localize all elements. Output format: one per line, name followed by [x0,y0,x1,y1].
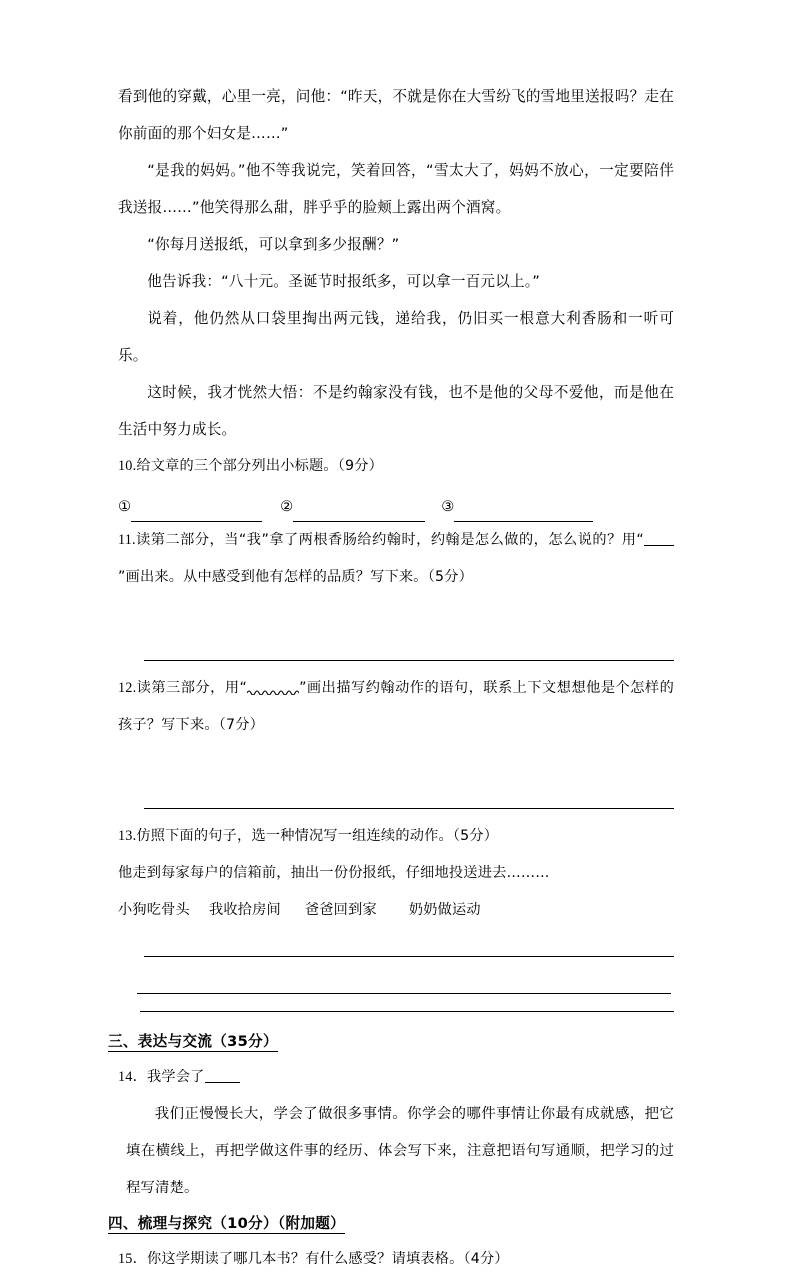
underline-mark-icon [644,532,674,546]
question-13-answer-line-1[interactable] [118,929,674,966]
question-10-number: 10. [118,458,137,474]
marker-circled-2: ② [280,498,294,515]
question-10-blank-2[interactable] [280,492,425,522]
section-separator-rule [118,1003,674,1025]
option-4[interactable]: 奶奶做运动 [408,902,481,918]
question-12-answer-space [118,744,674,781]
question-11 [118,522,674,670]
section-heading-4 [108,1207,674,1241]
section-heading-3-label: 三、表达与交流（35分） [108,1033,278,1050]
question-11-text-after: ”画出来。从中感受到他有怎样的品质？写下来。（5分） [118,569,473,585]
passage-paragraph-3: “你每月送报纸，可以拿到多少报酬？” [147,236,400,253]
question-14 [118,1059,674,1207]
marker-circled-1: ① [118,498,132,515]
question-13-example: 他走到每家每户的信箱前，抽出一份份报纸，仔细地投送进去……… [118,865,550,881]
question-11-number: 11. [118,532,136,548]
answer-rule-1[interactable] [131,496,262,522]
question-14-title-blank[interactable] [205,1068,240,1083]
question-15 [118,1241,674,1278]
question-10-text: 给文章的三个部分列出小标题。（9分） [136,458,384,474]
question-11-answer-line[interactable] [118,633,674,670]
question-15-number: 15． [118,1251,147,1267]
question-12-prompt [118,670,674,744]
marker-circled-3: ③ [441,498,455,515]
question-10 [118,448,674,522]
question-12-text-before: 读第三部分，用“ [136,680,248,696]
question-12-number: 12. [118,680,137,696]
passage-paragraph-5: 说着，他仍然从口袋里掏出两元钱，递给我，仍旧买一根意大利香肠和一听可乐。 [118,310,674,364]
section-heading-3 [108,1025,674,1059]
question-10-blank-row [118,485,674,522]
question-14-prompt [118,1059,674,1096]
reading-passage [118,78,674,448]
wavy-underline-mark-icon [247,681,299,695]
question-12-answer-line[interactable] [118,781,674,818]
question-13-options [118,892,674,929]
passage-paragraph-4: 他告诉我：“八十元。圣诞节时报纸多，可以拿一百元以上。” [147,273,541,290]
question-13-number: 13. [118,828,137,844]
section-heading-4-label: 四、梳理与探究（10分）（附加题） [108,1215,346,1232]
question-13-prompt [118,818,674,855]
option-2[interactable]: 我收拾房间 [208,902,281,918]
question-13-text: 仿照下面的句子，选一种情况写一组连续的动作。（5分） [136,828,499,844]
option-3[interactable]: 爸爸回到家 [304,902,377,918]
question-11-text-before: 读第二部分，当“我”拿了两根香肠给约翰时，约翰是怎么做的，怎么说的？用“ [135,532,644,548]
option-1[interactable]: 小狗吃骨头 [118,902,190,918]
question-10-blank-3[interactable] [441,492,593,522]
question-10-blank-1[interactable] [118,492,262,522]
passage-paragraph-1: 看到他的穿戴，心里一亮，问他：“昨天，不就是你在大雪纷飞的雪地里送报吗？走在你前面的那个妇女是……” [118,88,674,142]
question-11-answer-space [118,596,674,633]
answer-rule-3[interactable] [454,496,593,522]
page-content [108,78,674,1278]
question-13 [118,818,674,1003]
question-12 [118,670,674,818]
question-12-text-after: ”画出描写约翰动作的语句，联系上下文想想他是个怎样的孩子？写下来。（7分） [118,680,674,733]
question-14-body: 我们正慢慢长大，学会了做很多事情。你学会的哪件事情让你最有成就感，把它填在横线上，再把学做这件事的经历、体会写下来，注意把语句写通顺，把学习的过程写清楚。 [126,1106,674,1196]
question-14-number: 14． [118,1069,147,1085]
passage-paragraph-6: 这时候，我才恍然大悟：不是约翰家没有钱，也不是他的父母不爱他，而是他在生活中努力成长。 [118,384,674,438]
question-13-answer-line-2[interactable] [118,966,674,1003]
question-14-title-prefix: 我学会了 [146,1069,205,1085]
question-11-prompt [118,522,674,596]
passage-paragraph-2: “是我的妈妈。”他不等我说完，笑着回答，“雪太大了，妈妈不放心，一定要陪伴我送报……”他笑得那么甜，胖乎乎的脸颊上露出两个酒窝。 [118,162,674,216]
question-10-prompt [118,448,674,485]
answer-rule-2[interactable] [293,496,425,522]
question-15-prompt [118,1241,674,1278]
question-15-text: 你这学期读了哪几本书？有什么感受？请填表格。（4分） [146,1251,509,1267]
